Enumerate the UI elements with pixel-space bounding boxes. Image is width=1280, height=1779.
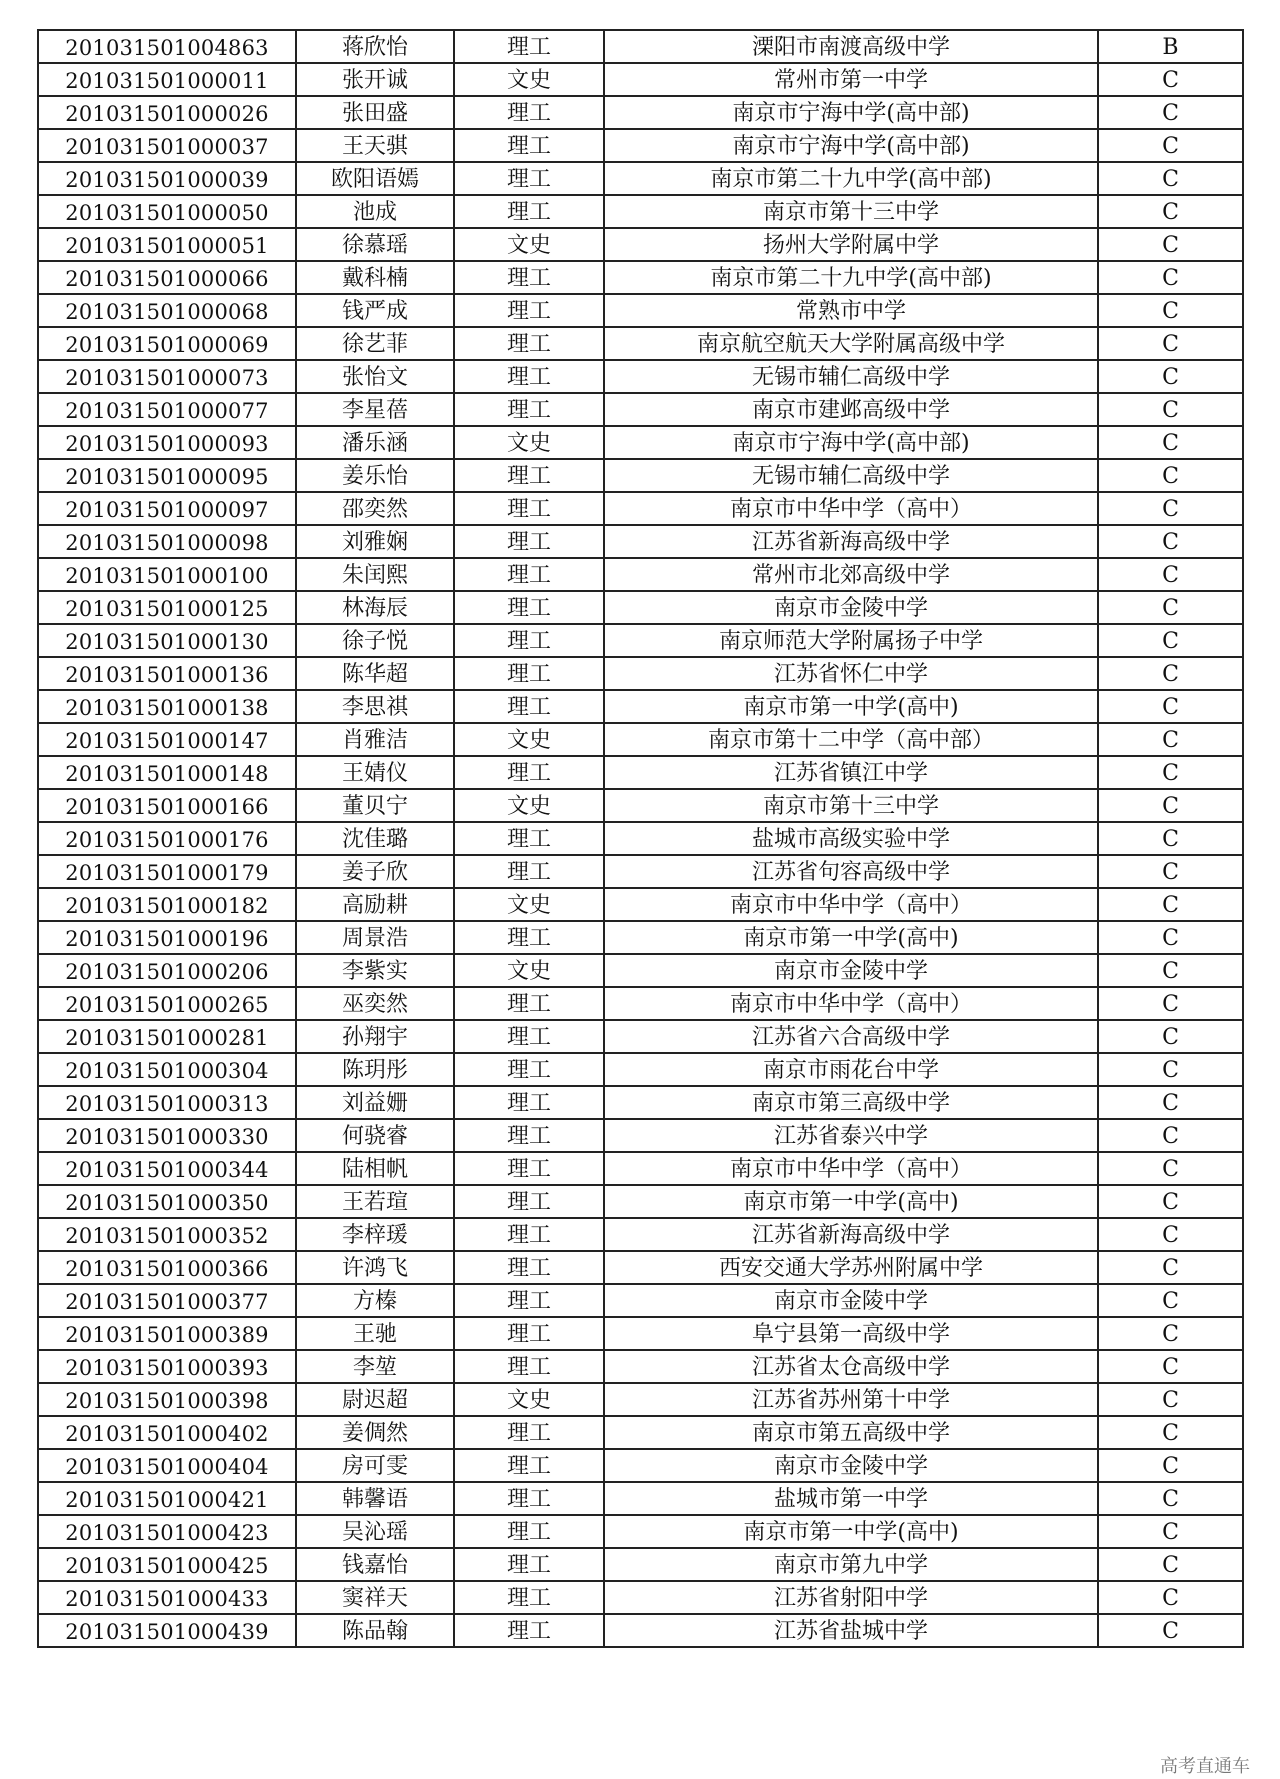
table-row [38,525,1243,558]
student-name-cell: 何骁睿 [296,1119,454,1152]
grade-cell: C [1098,525,1243,558]
subject-type-cell: 理工 [454,1515,604,1548]
table-row [38,492,1243,525]
table-row [38,1581,1243,1614]
school-cell: 江苏省盐城中学 [604,1614,1098,1647]
subject-type-cell: 文史 [454,723,604,756]
school-cell: 南京市建邺高级中学 [604,393,1098,426]
school-cell: 江苏省射阳中学 [604,1581,1098,1614]
subject-type-cell: 理工 [454,822,604,855]
grade-cell: C [1098,1581,1243,1614]
school-cell: 江苏省新海高级中学 [604,1218,1098,1251]
school-cell: 盐城市高级实验中学 [604,822,1098,855]
subject-type-cell: 理工 [454,1614,604,1647]
table-row [38,954,1243,987]
exam-id-cell: 201031501000026 [38,96,296,129]
subject-type-cell: 理工 [454,1416,604,1449]
student-name-cell: 尉迟超 [296,1383,454,1416]
exam-id-cell: 201031501000393 [38,1350,296,1383]
exam-id-cell: 201031501000366 [38,1251,296,1284]
subject-type-cell: 理工 [454,690,604,723]
exam-id-cell: 201031501000125 [38,591,296,624]
student-name-cell: 欧阳语嫣 [296,162,454,195]
school-cell: 常州市第一中学 [604,63,1098,96]
school-cell: 南京市雨花台中学 [604,1053,1098,1086]
exam-id-cell: 201031501000051 [38,228,296,261]
exam-id-cell: 201031501000130 [38,624,296,657]
exam-id-cell: 201031501000330 [38,1119,296,1152]
grade-cell: C [1098,1284,1243,1317]
grade-cell: C [1098,855,1243,888]
student-name-cell: 李梓瑗 [296,1218,454,1251]
grade-cell: C [1098,261,1243,294]
exam-id-cell: 201031501000352 [38,1218,296,1251]
student-name-cell: 张怡文 [296,360,454,393]
grade-cell: C [1098,162,1243,195]
school-cell: 南京市宁海中学(高中部) [604,96,1098,129]
grade-cell: C [1098,756,1243,789]
table-row [38,1548,1243,1581]
table-row [38,690,1243,723]
table-row [38,756,1243,789]
school-cell: 常州市北郊高级中学 [604,558,1098,591]
subject-type-cell: 理工 [454,96,604,129]
student-name-cell: 肖雅洁 [296,723,454,756]
table-row [38,459,1243,492]
exam-id-cell: 201031501004863 [38,30,296,63]
subject-type-cell: 理工 [454,261,604,294]
grade-cell: C [1098,96,1243,129]
exam-id-cell: 201031501000425 [38,1548,296,1581]
school-cell: 南京师范大学附属扬子中学 [604,624,1098,657]
table-row [38,1020,1243,1053]
student-name-cell: 李思祺 [296,690,454,723]
student-name-cell: 朱闰熙 [296,558,454,591]
exam-id-cell: 201031501000138 [38,690,296,723]
school-cell: 南京市金陵中学 [604,1449,1098,1482]
subject-type-cell: 文史 [454,63,604,96]
subject-type-cell: 理工 [454,492,604,525]
results-table-body [38,30,1243,1647]
table-row [38,1053,1243,1086]
student-name-cell: 姜乐怡 [296,459,454,492]
table-row [38,822,1243,855]
school-cell: 南京市中华中学（高中） [604,888,1098,921]
table-row [38,393,1243,426]
student-name-cell: 蒋欣怡 [296,30,454,63]
grade-cell: C [1098,624,1243,657]
exam-id-cell: 201031501000098 [38,525,296,558]
subject-type-cell: 理工 [454,30,604,63]
school-cell: 南京市第一中学(高中) [604,1185,1098,1218]
school-cell: 溧阳市南渡高级中学 [604,30,1098,63]
subject-type-cell: 文史 [454,228,604,261]
student-name-cell: 刘雅娴 [296,525,454,558]
table-row [38,294,1243,327]
subject-type-cell: 理工 [454,129,604,162]
student-name-cell: 房可雯 [296,1449,454,1482]
exam-id-cell: 201031501000066 [38,261,296,294]
table-row [38,1218,1243,1251]
exam-id-cell: 201031501000179 [38,855,296,888]
school-cell: 南京市第三高级中学 [604,1086,1098,1119]
subject-type-cell: 理工 [454,657,604,690]
grade-cell: C [1098,591,1243,624]
grade-cell: C [1098,1515,1243,1548]
student-name-cell: 钱嘉怡 [296,1548,454,1581]
student-name-cell: 高励耕 [296,888,454,921]
subject-type-cell: 理工 [454,1152,604,1185]
grade-cell: C [1098,129,1243,162]
exam-id-cell: 201031501000304 [38,1053,296,1086]
table-row [38,1152,1243,1185]
subject-type-cell: 理工 [454,1185,604,1218]
exam-id-cell: 201031501000265 [38,987,296,1020]
exam-id-cell: 201031501000196 [38,921,296,954]
results-table [37,29,1244,1648]
student-name-cell: 王若瑄 [296,1185,454,1218]
table-row [38,426,1243,459]
exam-id-cell: 201031501000136 [38,657,296,690]
exam-id-cell: 201031501000281 [38,1020,296,1053]
school-cell: 南京市第十三中学 [604,195,1098,228]
subject-type-cell: 文史 [454,954,604,987]
table-row [38,30,1243,63]
school-cell: 扬州大学附属中学 [604,228,1098,261]
subject-type-cell: 文史 [454,426,604,459]
exam-id-cell: 201031501000050 [38,195,296,228]
grade-cell: C [1098,888,1243,921]
subject-type-cell: 理工 [454,855,604,888]
grade-cell: C [1098,228,1243,261]
student-name-cell: 王天骐 [296,129,454,162]
student-name-cell: 姜子欣 [296,855,454,888]
grade-cell: C [1098,1449,1243,1482]
grade-cell: B [1098,30,1243,63]
table-row [38,129,1243,162]
grade-cell: C [1098,1119,1243,1152]
subject-type-cell: 理工 [454,294,604,327]
student-name-cell: 戴科楠 [296,261,454,294]
grade-cell: C [1098,426,1243,459]
school-cell: 南京市中华中学（高中） [604,987,1098,1020]
subject-type-cell: 理工 [454,1086,604,1119]
school-cell: 南京市第十三中学 [604,789,1098,822]
student-name-cell: 沈佳璐 [296,822,454,855]
subject-type-cell: 理工 [454,1119,604,1152]
school-cell: 无锡市辅仁高级中学 [604,360,1098,393]
school-cell: 南京市中华中学（高中） [604,492,1098,525]
student-name-cell: 窦祥天 [296,1581,454,1614]
exam-id-cell: 201031501000433 [38,1581,296,1614]
exam-id-cell: 201031501000095 [38,459,296,492]
grade-cell: C [1098,1614,1243,1647]
table-row [38,63,1243,96]
subject-type-cell: 理工 [454,525,604,558]
exam-id-cell: 201031501000097 [38,492,296,525]
subject-type-cell: 理工 [454,1053,604,1086]
student-name-cell: 董贝宁 [296,789,454,822]
table-row [38,1284,1243,1317]
subject-type-cell: 理工 [454,591,604,624]
grade-cell: C [1098,1086,1243,1119]
table-row [38,1515,1243,1548]
table-row [38,162,1243,195]
exam-id-cell: 201031501000077 [38,393,296,426]
school-cell: 南京航空航天大学附属高级中学 [604,327,1098,360]
subject-type-cell: 理工 [454,756,604,789]
school-cell: 南京市第五高级中学 [604,1416,1098,1449]
grade-cell: C [1098,1152,1243,1185]
exam-id-cell: 201031501000100 [38,558,296,591]
exam-id-cell: 201031501000073 [38,360,296,393]
subject-type-cell: 理工 [454,195,604,228]
school-cell: 南京市第二十九中学(高中部) [604,162,1098,195]
table-row [38,558,1243,591]
table-row [38,360,1243,393]
school-cell: 江苏省六合高级中学 [604,1020,1098,1053]
subject-type-cell: 理工 [454,1548,604,1581]
student-name-cell: 张田盛 [296,96,454,129]
student-name-cell: 孙翔宇 [296,1020,454,1053]
student-name-cell: 李堃 [296,1350,454,1383]
subject-type-cell: 理工 [454,1020,604,1053]
grade-cell: C [1098,1053,1243,1086]
student-name-cell: 潘乐涵 [296,426,454,459]
table-row [38,1119,1243,1152]
exam-id-cell: 201031501000176 [38,822,296,855]
table-row [38,987,1243,1020]
student-name-cell: 王婧仪 [296,756,454,789]
exam-id-cell: 201031501000068 [38,294,296,327]
grade-cell: C [1098,690,1243,723]
subject-type-cell: 文史 [454,1383,604,1416]
grade-cell: C [1098,954,1243,987]
grade-cell: C [1098,1548,1243,1581]
table-row [38,195,1243,228]
student-name-cell: 韩馨语 [296,1482,454,1515]
grade-cell: C [1098,63,1243,96]
student-name-cell: 池成 [296,195,454,228]
exam-id-cell: 201031501000389 [38,1317,296,1350]
student-name-cell: 刘益姗 [296,1086,454,1119]
grade-cell: C [1098,492,1243,525]
school-cell: 江苏省新海高级中学 [604,525,1098,558]
table-row [38,1482,1243,1515]
grade-cell: C [1098,1317,1243,1350]
student-name-cell: 钱严成 [296,294,454,327]
student-name-cell: 周景浩 [296,921,454,954]
subject-type-cell: 理工 [454,1449,604,1482]
school-cell: 常熟市中学 [604,294,1098,327]
grade-cell: C [1098,987,1243,1020]
school-cell: 无锡市辅仁高级中学 [604,459,1098,492]
exam-id-cell: 201031501000069 [38,327,296,360]
subject-type-cell: 理工 [454,624,604,657]
school-cell: 南京市第二十九中学(高中部) [604,261,1098,294]
table-row [38,657,1243,690]
student-name-cell: 巫奕然 [296,987,454,1020]
table-row [38,1185,1243,1218]
table-row [38,624,1243,657]
subject-type-cell: 理工 [454,1350,604,1383]
table-row [38,1317,1243,1350]
student-name-cell: 方榛 [296,1284,454,1317]
grade-cell: C [1098,294,1243,327]
school-cell: 南京市金陵中学 [604,1284,1098,1317]
exam-id-cell: 201031501000206 [38,954,296,987]
exam-id-cell: 201031501000093 [38,426,296,459]
school-cell: 江苏省泰兴中学 [604,1119,1098,1152]
grade-cell: C [1098,657,1243,690]
school-cell: 南京市宁海中学(高中部) [604,426,1098,459]
grade-cell: C [1098,1185,1243,1218]
student-name-cell: 李星蓓 [296,393,454,426]
subject-type-cell: 理工 [454,1581,604,1614]
student-name-cell: 陆相帆 [296,1152,454,1185]
watermark-text: 高考直通车 [1160,1756,1250,1777]
grade-cell: C [1098,327,1243,360]
school-cell: 南京市中华中学（高中） [604,1152,1098,1185]
exam-id-cell: 201031501000147 [38,723,296,756]
exam-id-cell: 201031501000423 [38,1515,296,1548]
grade-cell: C [1098,1416,1243,1449]
subject-type-cell: 理工 [454,921,604,954]
subject-type-cell: 文史 [454,888,604,921]
grade-cell: C [1098,1383,1243,1416]
grade-cell: C [1098,822,1243,855]
exam-id-cell: 201031501000398 [38,1383,296,1416]
table-row [38,888,1243,921]
subject-type-cell: 理工 [454,1317,604,1350]
subject-type-cell: 理工 [454,459,604,492]
table-row [38,228,1243,261]
grade-cell: C [1098,723,1243,756]
exam-id-cell: 201031501000404 [38,1449,296,1482]
subject-type-cell: 理工 [454,1218,604,1251]
student-name-cell: 陈华超 [296,657,454,690]
grade-cell: C [1098,1218,1243,1251]
table-row [38,723,1243,756]
table-row [38,789,1243,822]
grade-cell: C [1098,921,1243,954]
grade-cell: C [1098,789,1243,822]
student-name-cell: 徐慕瑶 [296,228,454,261]
school-cell: 阜宁县第一高级中学 [604,1317,1098,1350]
student-name-cell: 王驰 [296,1317,454,1350]
school-cell: 南京市金陵中学 [604,591,1098,624]
table-row [38,96,1243,129]
table-row [38,1614,1243,1647]
school-cell: 盐城市第一中学 [604,1482,1098,1515]
subject-type-cell: 理工 [454,327,604,360]
exam-id-cell: 201031501000377 [38,1284,296,1317]
grade-cell: C [1098,459,1243,492]
table-row [38,1086,1243,1119]
subject-type-cell: 理工 [454,360,604,393]
school-cell: 江苏省怀仁中学 [604,657,1098,690]
exam-id-cell: 201031501000439 [38,1614,296,1647]
student-name-cell: 林海辰 [296,591,454,624]
table-row [38,1251,1243,1284]
exam-id-cell: 201031501000350 [38,1185,296,1218]
subject-type-cell: 理工 [454,987,604,1020]
school-cell: 江苏省句容高级中学 [604,855,1098,888]
table-row [38,1449,1243,1482]
grade-cell: C [1098,1350,1243,1383]
subject-type-cell: 理工 [454,393,604,426]
student-name-cell: 陈玥彤 [296,1053,454,1086]
school-cell: 南京市第十二中学（高中部） [604,723,1098,756]
exam-id-cell: 201031501000166 [38,789,296,822]
student-name-cell: 许鸿飞 [296,1251,454,1284]
school-cell: 南京市第九中学 [604,1548,1098,1581]
table-row [38,591,1243,624]
table-row [38,1416,1243,1449]
school-cell: 江苏省苏州第十中学 [604,1383,1098,1416]
table-row [38,327,1243,360]
student-name-cell: 吴沁瑶 [296,1515,454,1548]
subject-type-cell: 文史 [454,789,604,822]
school-cell: 江苏省镇江中学 [604,756,1098,789]
student-name-cell: 徐艺菲 [296,327,454,360]
table-row [38,1383,1243,1416]
exam-id-cell: 201031501000182 [38,888,296,921]
exam-id-cell: 201031501000037 [38,129,296,162]
student-name-cell: 邵奕然 [296,492,454,525]
grade-cell: C [1098,195,1243,228]
subject-type-cell: 理工 [454,1482,604,1515]
student-name-cell: 李紫实 [296,954,454,987]
exam-id-cell: 201031501000344 [38,1152,296,1185]
student-name-cell: 徐子悦 [296,624,454,657]
student-name-cell: 姜倜然 [296,1416,454,1449]
grade-cell: C [1098,1482,1243,1515]
school-cell: 南京市第一中学(高中) [604,690,1098,723]
subject-type-cell: 理工 [454,162,604,195]
exam-id-cell: 201031501000039 [38,162,296,195]
exam-id-cell: 201031501000402 [38,1416,296,1449]
school-cell: 南京市金陵中学 [604,954,1098,987]
grade-cell: C [1098,1020,1243,1053]
grade-cell: C [1098,558,1243,591]
grade-cell: C [1098,360,1243,393]
subject-type-cell: 理工 [454,1251,604,1284]
subject-type-cell: 理工 [454,558,604,591]
table-row [38,1350,1243,1383]
table-row [38,261,1243,294]
grade-cell: C [1098,1251,1243,1284]
exam-id-cell: 201031501000011 [38,63,296,96]
exam-id-cell: 201031501000421 [38,1482,296,1515]
student-name-cell: 张开诚 [296,63,454,96]
school-cell: 西安交通大学苏州附属中学 [604,1251,1098,1284]
school-cell: 南京市第一中学(高中) [604,1515,1098,1548]
table-row [38,855,1243,888]
school-cell: 南京市第一中学(高中) [604,921,1098,954]
exam-id-cell: 201031501000313 [38,1086,296,1119]
grade-cell: C [1098,393,1243,426]
school-cell: 江苏省太仓高级中学 [604,1350,1098,1383]
exam-id-cell: 201031501000148 [38,756,296,789]
school-cell: 南京市宁海中学(高中部) [604,129,1098,162]
table-row [38,921,1243,954]
student-name-cell: 陈品翰 [296,1614,454,1647]
subject-type-cell: 理工 [454,1284,604,1317]
